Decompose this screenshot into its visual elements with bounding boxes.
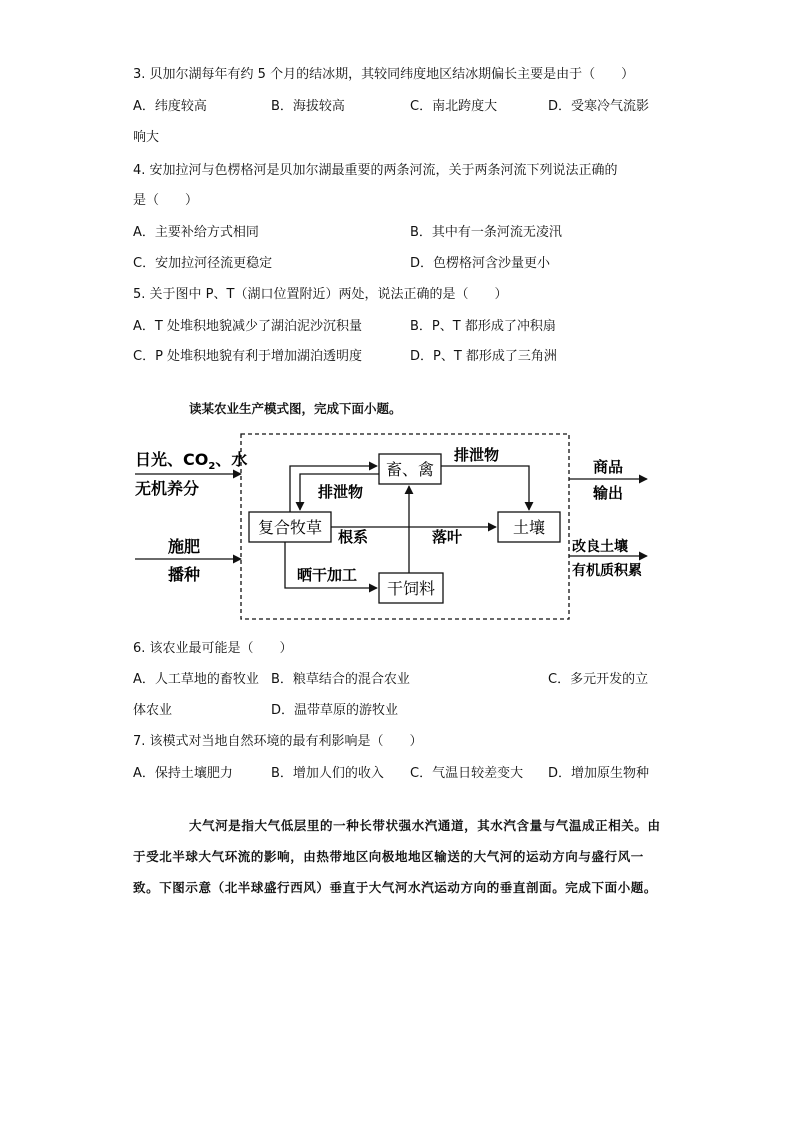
box-soil-label: 土壤 <box>512 518 546 537</box>
label-drying: 晒干加工 <box>297 566 358 584</box>
box-livestock-label: 畜、禽 <box>385 460 435 479</box>
q6-option-d: D．温带草原的游牧业 <box>271 703 399 718</box>
box-grass-label: 复合牧草 <box>257 518 323 537</box>
agriculture-mode-diagram <box>130 428 670 628</box>
q6-option-b: B．粮草结合的混合农业 <box>271 672 410 687</box>
q3-stem: 3. 贝加尔湖每年有约 5 个月的结冰期，其较同纬度地区结冰期偏长主要是由于（ ） <box>133 67 635 82</box>
q3-option-d-continued: 响大 <box>133 130 160 145</box>
q7-stem: 7. 该模式对当地自然环境的最有利影响是（ ） <box>133 734 423 749</box>
output-top-line2: 输出 <box>593 484 624 502</box>
q7-option-c: C．气温日较差变大 <box>410 766 524 781</box>
label-excreta-top: 排泄物 <box>454 446 500 464</box>
q6-option-c: C．多元开发的立 <box>548 672 649 687</box>
input-bottom-line2: 播种 <box>168 565 201 584</box>
output-top-line1: 商品 <box>593 458 624 476</box>
q4-stem: 4. 安加拉河与色楞格河是贝加尔湖最重要的两条河流，关于两条河流下列说法正确的 <box>133 163 618 178</box>
input-bottom-line1: 施肥 <box>168 537 201 556</box>
output-bottom-line2: 有机质积累 <box>572 563 642 579</box>
q6-option-c-continued: 体农业 <box>133 703 173 718</box>
q3-option-c: C．南北跨度大 <box>410 99 498 114</box>
q5-option-b: B．P、T 都形成了冲积扇 <box>410 319 556 334</box>
q5-option-c: C．P 处堆积地貌有利于增加湖泊透明度 <box>133 349 363 364</box>
q3-option-d: D．受寒冷气流影 <box>548 99 650 114</box>
label-litter: 落叶 <box>432 528 463 546</box>
output-bottom-line1: 改良土壤 <box>572 539 628 555</box>
q7-option-d: D．增加原生物种 <box>548 766 650 781</box>
q3-option-b: B．海拔较高 <box>271 99 345 114</box>
q4-stem-continued: 是（ ） <box>133 193 199 208</box>
q7-option-a: A．保持土壤肥力 <box>133 766 233 781</box>
q4-option-c: C．安加拉河径流更稳定 <box>133 256 273 271</box>
q4-option-a: A．主要补给方式相同 <box>133 225 259 240</box>
q3-option-a: A．纬度较高 <box>133 99 207 114</box>
q5-stem: 5. 关于图中 P、T（湖口位置附近）两处，说法正确的是（ ） <box>133 287 508 302</box>
input-top-line2: 无机养分 <box>135 479 200 498</box>
q4-option-d: D．色楞格河含沙量更小 <box>410 256 551 271</box>
q5-option-a: A．T 处堆积地貌减少了湖泊泥沙沉积量 <box>133 319 362 334</box>
box-feed-label: 干饲料 <box>386 579 436 598</box>
label-roots: 根系 <box>338 528 369 546</box>
q7-option-b: B．增加人们的收入 <box>271 766 384 781</box>
diagram-intro: 读某农业生产模式图，完成下面小题。 <box>189 401 402 416</box>
label-excreta-left: 排泄物 <box>318 483 364 501</box>
q6-option-a: A．人工草地的畜牧业 <box>133 672 259 687</box>
q5-option-d: D．P、T 都形成了三角洲 <box>410 349 557 364</box>
input-top-line1: 日光、$CO_2$、水 <box>135 450 248 472</box>
atmospheric-river-intro: 大气河是指大气低层里的一种长带状强水汽通道，其水汽含量与气温成正相关。由于受北半球大气环流的影响，由热带地区向极地地区输送的大气河的运动方向与盛行风一致。下图示意（北半球盛行西风）垂直于大气河水汽运动方向的垂直剖面。完成下面小题。 <box>133 818 661 895</box>
q4-option-b: B．其中有一条河流无凌汛 <box>410 225 562 240</box>
q6-stem: 6. 该农业最可能是（ ） <box>133 641 293 656</box>
arrow-livestock-to-soil <box>441 466 529 510</box>
